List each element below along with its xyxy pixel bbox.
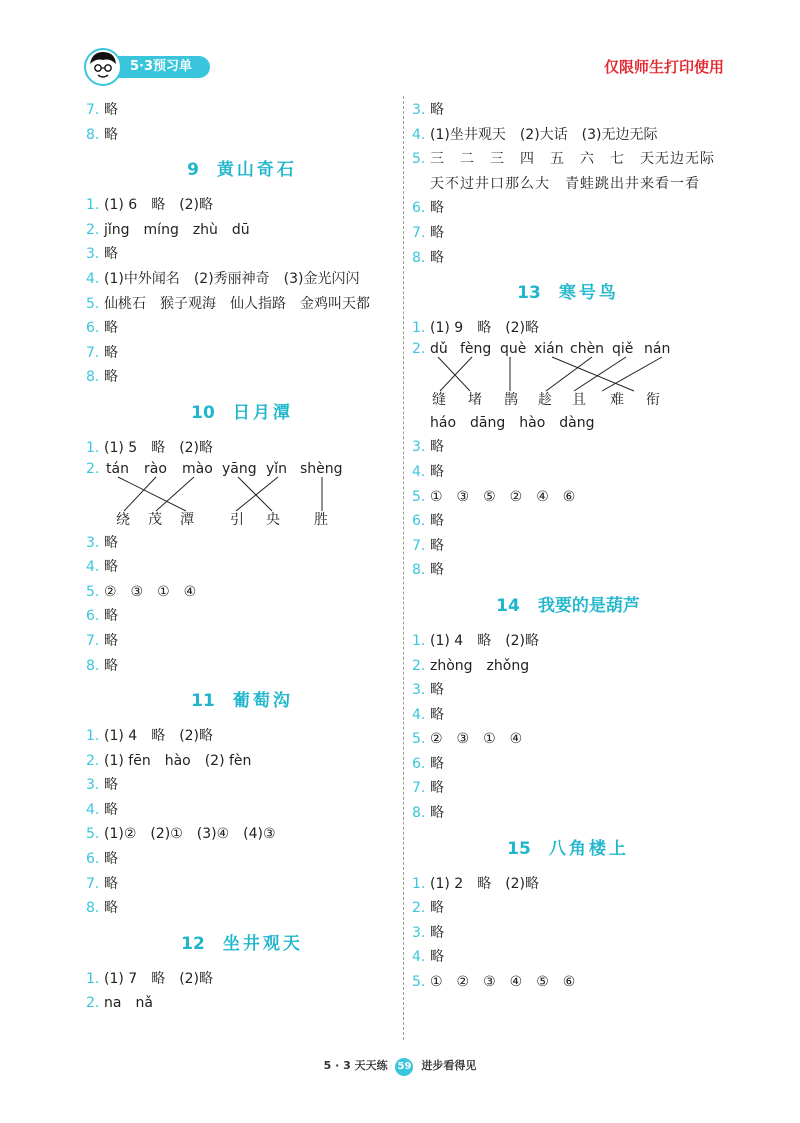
answer-line: 7. 略 bbox=[86, 344, 118, 361]
answer-line: 8. 略 bbox=[412, 805, 444, 822]
pinyin-option: nán bbox=[644, 340, 671, 357]
hanzi-option: 且 bbox=[572, 391, 586, 408]
pinyin-option: tán bbox=[106, 460, 129, 477]
answer-line: 7. 略 bbox=[86, 875, 118, 892]
answer-line: 3. 略 bbox=[412, 682, 444, 699]
hanzi-option: 趁 bbox=[538, 391, 552, 408]
answer-line: 8. 略 bbox=[86, 126, 118, 143]
answer-line: 6. 略 bbox=[86, 320, 118, 337]
answer-line: 3. 略 bbox=[412, 102, 444, 118]
answer-line: 1. (1) 6 略 (2)略 bbox=[86, 197, 214, 214]
hanzi-option: 央 bbox=[266, 511, 280, 528]
answer-line: 1. (1) 9 略 (2)略 bbox=[412, 320, 540, 337]
lesson-title-10: 10 日月潭 bbox=[191, 402, 293, 423]
lesson-title-11: 11 葡萄沟 bbox=[191, 691, 293, 712]
answer-line: 8. 略 bbox=[86, 369, 118, 386]
pinyin-option: dǔ bbox=[430, 340, 448, 357]
answer-line: 5. ① ③ ⑤ ② ④ ⑥ bbox=[412, 488, 576, 505]
brand-logo bbox=[84, 46, 214, 90]
lesson-title-12: 12 坐井观天 bbox=[181, 933, 303, 954]
answer-line: 6. 略 bbox=[86, 608, 118, 625]
answer-line: 7. 略 bbox=[86, 632, 118, 649]
answer-line: 5. (1)② (2)① (3)④ (4)③ bbox=[86, 826, 276, 843]
pinyin-option: fèng bbox=[460, 340, 492, 357]
column-divider bbox=[403, 96, 404, 1040]
answer-line: 3. 略 bbox=[86, 246, 118, 263]
answer-line: 4. (1)坐井观天 (2)大话 (3)无边无际 bbox=[412, 126, 658, 143]
answer-line: 8. 略 bbox=[86, 900, 118, 917]
lesson-title-15: 15 八角楼上 bbox=[507, 838, 629, 859]
print-restriction-note: 仅限师生打印使用 bbox=[603, 58, 724, 76]
page-header bbox=[84, 46, 724, 90]
footer-brand: 5 · 3 天天练 bbox=[323, 1059, 388, 1072]
answer-line: 1. (1) 5 略 (2)略 bbox=[86, 439, 214, 456]
pinyin-option: qiě bbox=[612, 340, 634, 357]
pinyin-option: yāng bbox=[222, 460, 257, 477]
answer-line: 7. 略 bbox=[412, 224, 444, 241]
hanzi-option: 胜 bbox=[314, 511, 328, 528]
answer-line: 7. 略 bbox=[412, 537, 444, 554]
answer-line: 1. (1) 4 略 (2)略 bbox=[86, 728, 214, 745]
logo-text: 5·3预习单 bbox=[104, 56, 210, 78]
answer-line: 6. 略 bbox=[412, 513, 444, 530]
footer-slogan: 进步看得见 bbox=[421, 1059, 477, 1072]
matching-diagram-10: 2. tán rào mào yāng yǐn shèng 绕 茂 潭 引 央 胜 bbox=[86, 461, 398, 531]
answer-line: 5. ② ③ ① ④ bbox=[412, 731, 523, 748]
cartoon-face-icon bbox=[84, 48, 122, 86]
lesson-title-13: 13 寒号鸟 bbox=[517, 283, 619, 304]
answer-line: 4. (1)中外闻名 (2)秀丽神奇 (3)金光闪闪 bbox=[86, 270, 360, 287]
answer-line: 7. 略 bbox=[412, 780, 444, 797]
answer-line: 5. ① ② ③ ④ ⑤ ⑥ bbox=[412, 974, 576, 991]
page-footer bbox=[0, 1057, 800, 1076]
answer-line: 4. 略 bbox=[412, 949, 444, 966]
answer-line: 2. jǐng míng zhù dū bbox=[86, 221, 250, 238]
hanzi-option: 潭 bbox=[180, 511, 194, 528]
pinyin-option: shèng bbox=[300, 460, 343, 477]
hanzi-option: 堵 bbox=[468, 391, 482, 408]
page-number: 59 bbox=[395, 1058, 413, 1076]
matching-lines bbox=[412, 341, 724, 411]
answer-line: 3. 略 bbox=[412, 924, 444, 941]
answer-line: 1. (1) 2 略 (2)略 bbox=[412, 875, 540, 892]
hanzi-option: 难 bbox=[610, 391, 624, 408]
answer-line: 2. 略 bbox=[412, 900, 444, 917]
answer-line: 5. 三 二 三 四 五 六 七 天无边无际 天不过井口那么大 青蛙跳出井来看一看 bbox=[412, 151, 730, 192]
pinyin-option: mào bbox=[182, 460, 213, 477]
hanzi-option: 衔 bbox=[646, 391, 660, 408]
answer-line: háo dāng hào dàng bbox=[430, 414, 595, 431]
pinyin-option: chèn bbox=[570, 340, 605, 357]
hanzi-option: 茂 bbox=[148, 511, 162, 528]
answer-line: 4. 略 bbox=[86, 801, 118, 818]
right-column bbox=[412, 98, 730, 995]
answer-line: 3. 略 bbox=[412, 439, 444, 456]
answer-line: 6. 略 bbox=[412, 200, 444, 217]
hanzi-option: 缝 bbox=[432, 391, 446, 408]
matching-diagram-13: 2. dǔ fèng què xián chèn qiě nán 缝 堵 鹊 趁 且 难 衔 bbox=[412, 341, 724, 411]
pinyin-option: rào bbox=[144, 460, 167, 477]
pinyin-option: què bbox=[500, 340, 527, 357]
answer-line: 4. 略 bbox=[412, 463, 444, 480]
answer-line: 7. 略 bbox=[86, 102, 118, 118]
answer-line: 4. 略 bbox=[412, 706, 444, 723]
answer-line: 2. zhòng zhǒng bbox=[412, 657, 530, 674]
answer-line: 8. 略 bbox=[412, 562, 444, 579]
answer-line: 8. 略 bbox=[412, 249, 444, 266]
answer-line: 4. 略 bbox=[86, 559, 118, 576]
answer-line: 8. 略 bbox=[86, 657, 118, 674]
pinyin-option: xián bbox=[534, 340, 564, 357]
hanzi-option: 绕 bbox=[116, 511, 130, 528]
answer-line: 3. 略 bbox=[86, 534, 118, 551]
answer-line: 2. (1) fēn hào (2) fèn bbox=[86, 752, 252, 769]
pinyin-option: yǐn bbox=[266, 460, 288, 477]
lesson-title-9: 9 黄山奇石 bbox=[187, 160, 297, 181]
lesson-title-14: 14 我要的是葫芦 bbox=[496, 595, 640, 616]
answer-line: 1. (1) 7 略 (2)略 bbox=[86, 970, 214, 987]
answer-line: 3. 略 bbox=[86, 777, 118, 794]
answer-line: 5. ② ③ ① ④ bbox=[86, 583, 197, 600]
answer-line: 6. 略 bbox=[86, 851, 118, 868]
answer-line: 2. na nǎ bbox=[86, 995, 153, 1012]
left-column bbox=[86, 98, 398, 1016]
hanzi-option: 引 bbox=[230, 511, 244, 528]
answer-line: 6. 略 bbox=[412, 755, 444, 772]
answer-line: 5. 仙桃石 猴子观海 仙人指路 金鸡叫天都 bbox=[86, 295, 370, 312]
hanzi-option: 鹊 bbox=[504, 391, 518, 408]
answer-line: 1. (1) 4 略 (2)略 bbox=[412, 632, 540, 649]
